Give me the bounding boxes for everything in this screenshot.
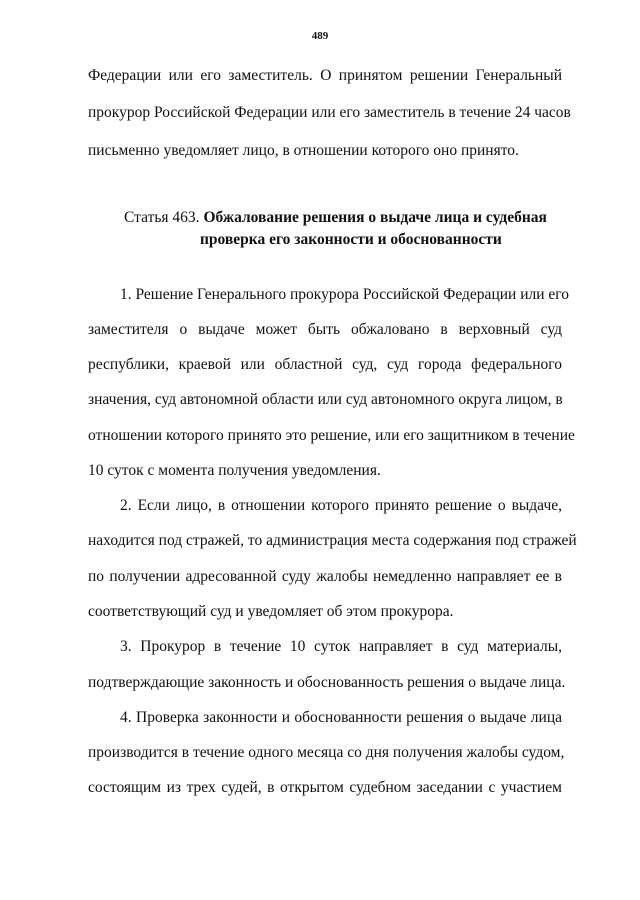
text-line: по получении адресованной суду жалобы немедленно направляет ее в [88,568,562,585]
text-line: состоящим из трех судей, в открытом судебном заседании с участием [88,779,562,796]
text-line: письменно уведомляет лицо, в отношении которого оно принято. [88,142,519,159]
article-number: Статья 463. [124,209,200,226]
text-line: соответствующий суд и уведомляет об этом прокурора. [88,603,454,620]
text-line: прокурор Российской Федерации или его заместитель в течение 24 часов [88,104,571,121]
text-line: значения, суд автономной области или суд автономного округа лицом, в [88,391,563,408]
text-line: подтверждающие законность и обоснованность решения о выдаче лица. [88,674,566,691]
text-line: 4. Проверка законности и обоснованности решения о выдаче лица [120,709,562,726]
text-line: отношении которого принято это решение, или его защитником в течение [88,427,575,444]
text-line: находится под стражей, то администрация места содержания под стражей [88,532,577,549]
page-number: 489 [311,30,329,42]
text-line: производится в течение одного месяца со дня получения жалобы судом, [88,744,565,761]
text-line: республики, краевой или областной суд, суд города федерального [88,356,562,373]
article-heading-line1 [124,208,547,228]
text-line: 1. Решение Генерального прокурора Российской Федерации или его [120,286,570,303]
text-line: 10 суток с момента получения уведомления. [88,462,381,479]
article-heading-line2 [200,230,502,250]
text-line: Федерации или его заместитель. О принятом решении Генеральный [88,67,562,84]
text-line: 2. Если лицо, в отношении которого принято решение о выдаче, [120,497,562,514]
text-line: 3. Прокурор в течение 10 суток направляет в суд материалы, [120,638,562,655]
article-title-continued: проверка его законности и обоснованности [200,231,502,248]
text-line: заместителя о выдаче может быть обжаловано в верховный суд [88,321,562,338]
article-title: Обжалование решения о выдаче лица и судебная [203,209,547,226]
